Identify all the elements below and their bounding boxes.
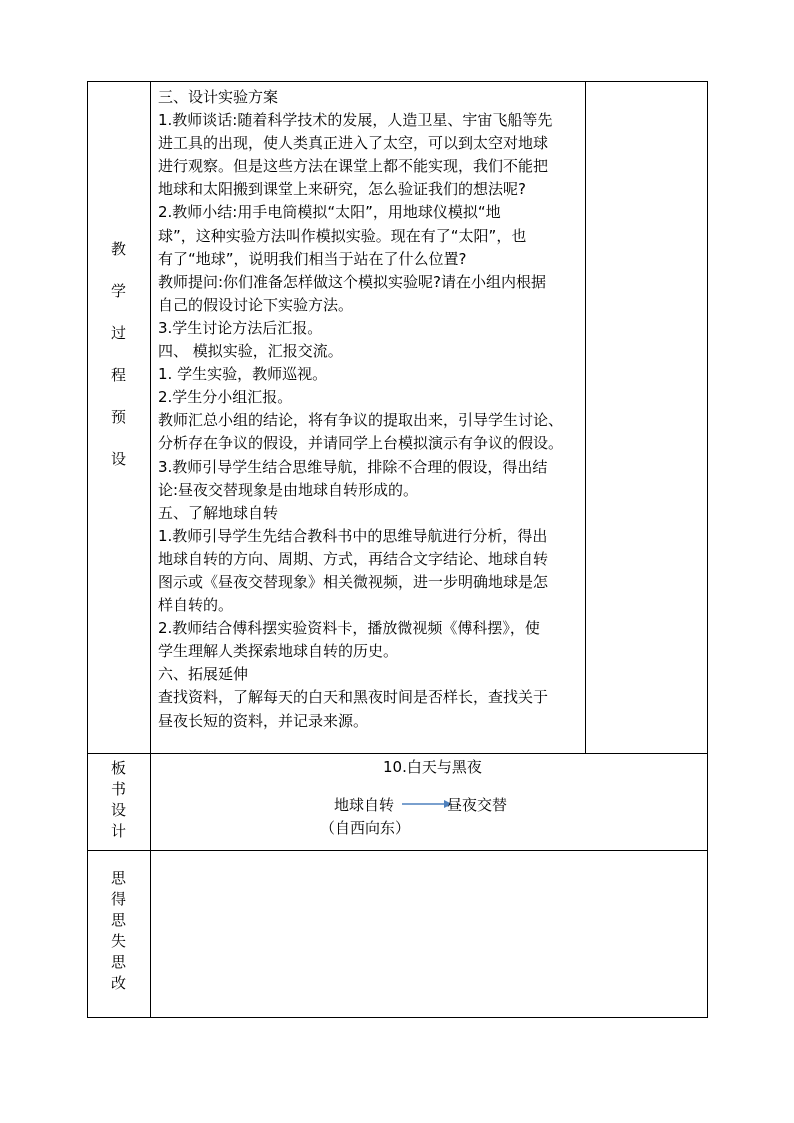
table-border-row1-bottom — [87, 753, 708, 754]
row-label-char: 书 — [110, 780, 126, 798]
table-notes-divider — [585, 81, 586, 754]
content-line: 学生理解人类探索地球自转的历史。 — [158, 642, 399, 661]
content-line: 2.教师小结:用手电筒模拟“太阳”，用地球仪模拟“地 — [158, 203, 501, 222]
content-line: 有了“地球”，说明我们相当于站在了什么位置? — [158, 249, 467, 268]
content-line: 2.教师结合傅科摆实验资料卡，播放微视频《傅科摆》，使 — [158, 619, 540, 638]
content-line: 进行观察。但是这些方法在课堂上都不能实现，我们不能把 — [158, 157, 549, 176]
row-label-char: 失 — [110, 932, 126, 950]
row-label-char: 教 — [110, 240, 126, 258]
content-line: 教师提问:你们准备怎样做这个模拟实验呢?请在小组内根据 — [158, 272, 547, 291]
content-line: 图示或《昼夜交替现象》相关微视频，进一步明确地球是怎 — [158, 572, 549, 591]
content-line: 昼夜长短的资料，并记录来源。 — [158, 711, 369, 730]
content-line: 1.教师引导学生先结合教科书中的思维导航进行分析，得出 — [158, 526, 548, 545]
row-label-char: 预 — [110, 408, 126, 426]
content-line: 查找资料，了解每天的白天和黑夜时间是否样长，查找关于 — [158, 688, 549, 707]
content-line: 3.学生讨论方法后汇报。 — [158, 318, 323, 337]
row-label-char: 得 — [110, 890, 126, 908]
content-line: 样自转的。 — [158, 596, 234, 615]
table-label-divider — [150, 81, 151, 1018]
row-label-char: 学 — [110, 282, 126, 300]
content-line: 三、设计实验方案 — [158, 88, 279, 106]
content-line: 3.教师引导学生结合思维导航，排除不合理的假设，得出结 — [158, 457, 548, 476]
content-line: 自己的假设讨论下实验方法。 — [158, 295, 354, 314]
content-line: 进工具的出现，使人类真正进入了太空，可以到太空对地球 — [158, 134, 549, 153]
row-label-teaching-process — [87, 228, 150, 480]
table-border-right — [707, 81, 708, 1018]
row-label-char: 计 — [110, 822, 126, 840]
row-label-char: 过 — [110, 324, 126, 342]
board-title: 10.白天与黑夜 — [383, 758, 482, 776]
content-line: 球”，这种实验方法叫作模拟实验。现在有了“太阳”，也 — [158, 226, 527, 245]
row-label-char: 设 — [110, 801, 126, 819]
board-note: （自西向东） — [320, 819, 411, 837]
content-line: 四、 模拟实验，汇报交流。 — [158, 342, 343, 361]
board-right-term: 昼夜交替 — [447, 796, 508, 814]
row-label-char: 板 — [110, 759, 126, 777]
row-label-char: 思 — [110, 911, 126, 929]
teaching-process-content — [158, 86, 582, 733]
row-label-char: 程 — [110, 366, 126, 384]
board-arrow — [402, 797, 452, 811]
content-line: 五、了解地球自转 — [158, 503, 279, 522]
content-line: 地球和太阳搬到课堂上来研究，怎么验证我们的想法呢? — [158, 180, 526, 199]
content-line: 1. 学生实验，教师巡视。 — [158, 365, 328, 384]
row-label-board-design — [87, 758, 150, 842]
table-border-top — [87, 81, 708, 82]
table-border-bottom — [87, 1017, 708, 1018]
table-border-row2-bottom — [87, 850, 708, 851]
content-line: 教师汇总小组的结论，将有争议的提取出来，引导学生讨论、 — [158, 411, 564, 430]
content-line: 2.学生分小组汇报。 — [158, 388, 293, 407]
content-line: 1.教师谈话:随着科学技术的发展，人造卫星、宇宙飞船等先 — [158, 111, 553, 130]
row-label-char: 设 — [110, 450, 126, 468]
board-left-term: 地球自转 — [334, 796, 395, 814]
content-line: 分析存在争议的假设，并请同学上台模拟演示有争议的假设。 — [158, 434, 564, 453]
row-label-reflection — [87, 868, 150, 994]
row-label-char: 改 — [110, 974, 126, 992]
content-line: 地球自转的方向、周期、方式，再结合文字结论、地球自转 — [158, 549, 549, 568]
row-label-char: 思 — [110, 953, 126, 971]
content-line: 六、拓展延伸 — [158, 665, 249, 684]
row-label-char: 思 — [110, 869, 126, 887]
content-line: 论:昼夜交替现象是由地球自转形成的。 — [158, 480, 419, 499]
